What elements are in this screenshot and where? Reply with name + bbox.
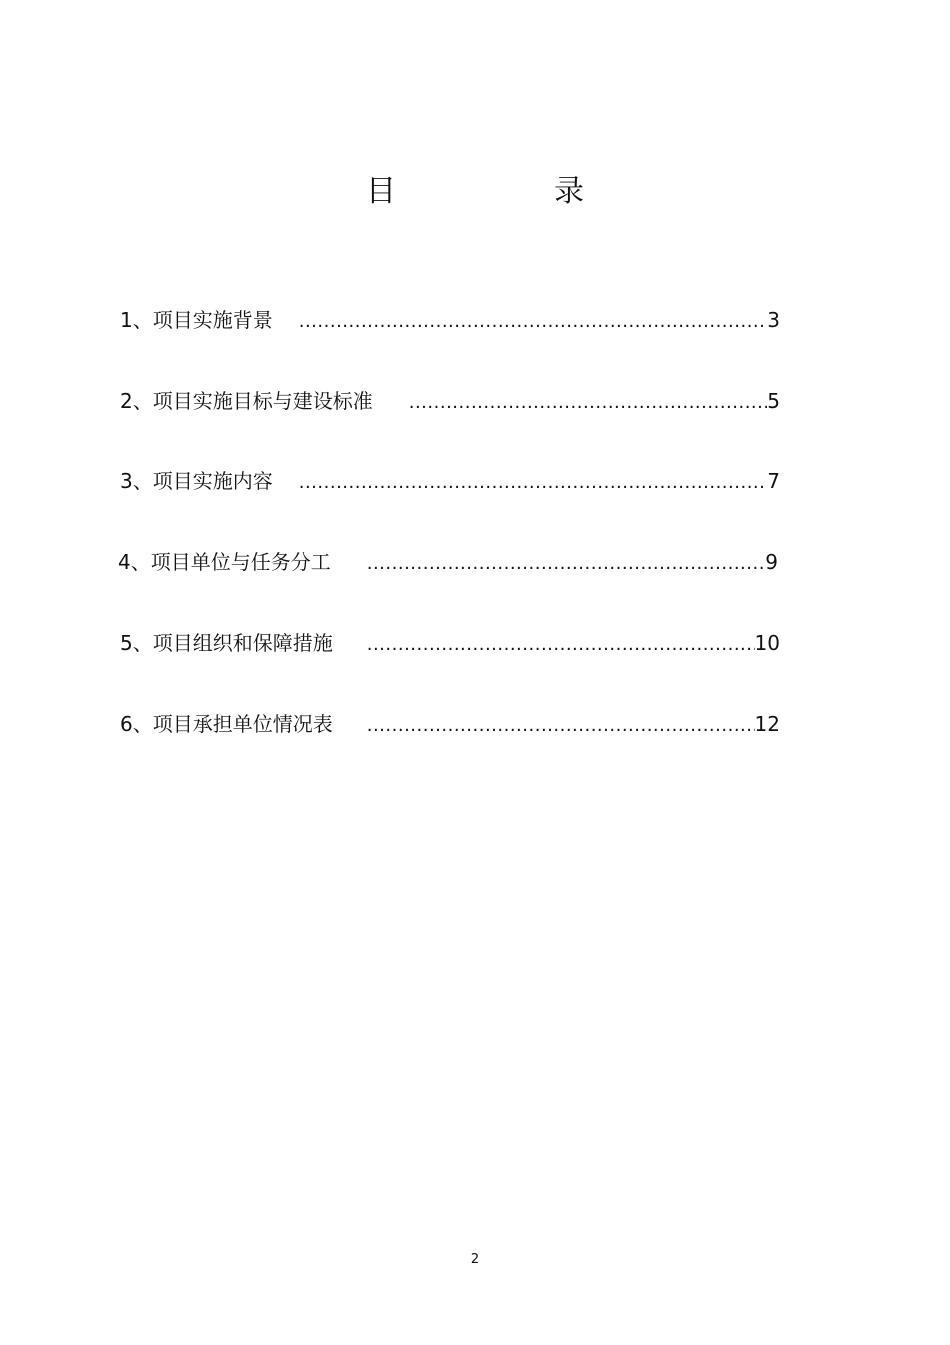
toc-dot-leader <box>409 389 768 417</box>
toc-entry-page: 9 <box>765 550 778 574</box>
toc-entry-page: 10 <box>754 631 780 655</box>
toc-dot-leader <box>367 712 755 740</box>
toc-entry[interactable] <box>120 306 780 336</box>
toc-entry-label: 4、项目单位与任务分工 <box>118 550 331 574</box>
toc-entry[interactable] <box>120 467 780 497</box>
toc-entry-label: 6、项目承担单位情况表 <box>120 712 333 736</box>
toc-dot-leader <box>299 308 768 336</box>
toc-entry-page: 3 <box>767 308 780 332</box>
toc-entry-label: 5、项目组织和保障措施 <box>120 631 333 655</box>
toc-entry[interactable] <box>118 548 778 578</box>
toc-entry[interactable] <box>120 387 780 417</box>
toc-title: 目 录 <box>366 174 648 209</box>
toc-entry-label: 3、项目实施内容 <box>120 469 273 493</box>
toc-entry-page: 5 <box>767 389 780 413</box>
toc-entry[interactable] <box>120 710 780 740</box>
toc-dot-leader <box>367 631 755 659</box>
toc-entry[interactable] <box>120 629 780 659</box>
page-number: 2 <box>470 1252 480 1267</box>
toc-entry-label: 1、项目实施背景 <box>120 308 273 332</box>
toc-entry-page: 7 <box>767 469 780 493</box>
toc-dot-leader <box>299 469 768 497</box>
toc-dot-leader <box>367 550 766 578</box>
toc-entry-page: 12 <box>754 712 780 736</box>
toc-entry-label: 2、项目实施目标与建设标准 <box>120 389 373 413</box>
